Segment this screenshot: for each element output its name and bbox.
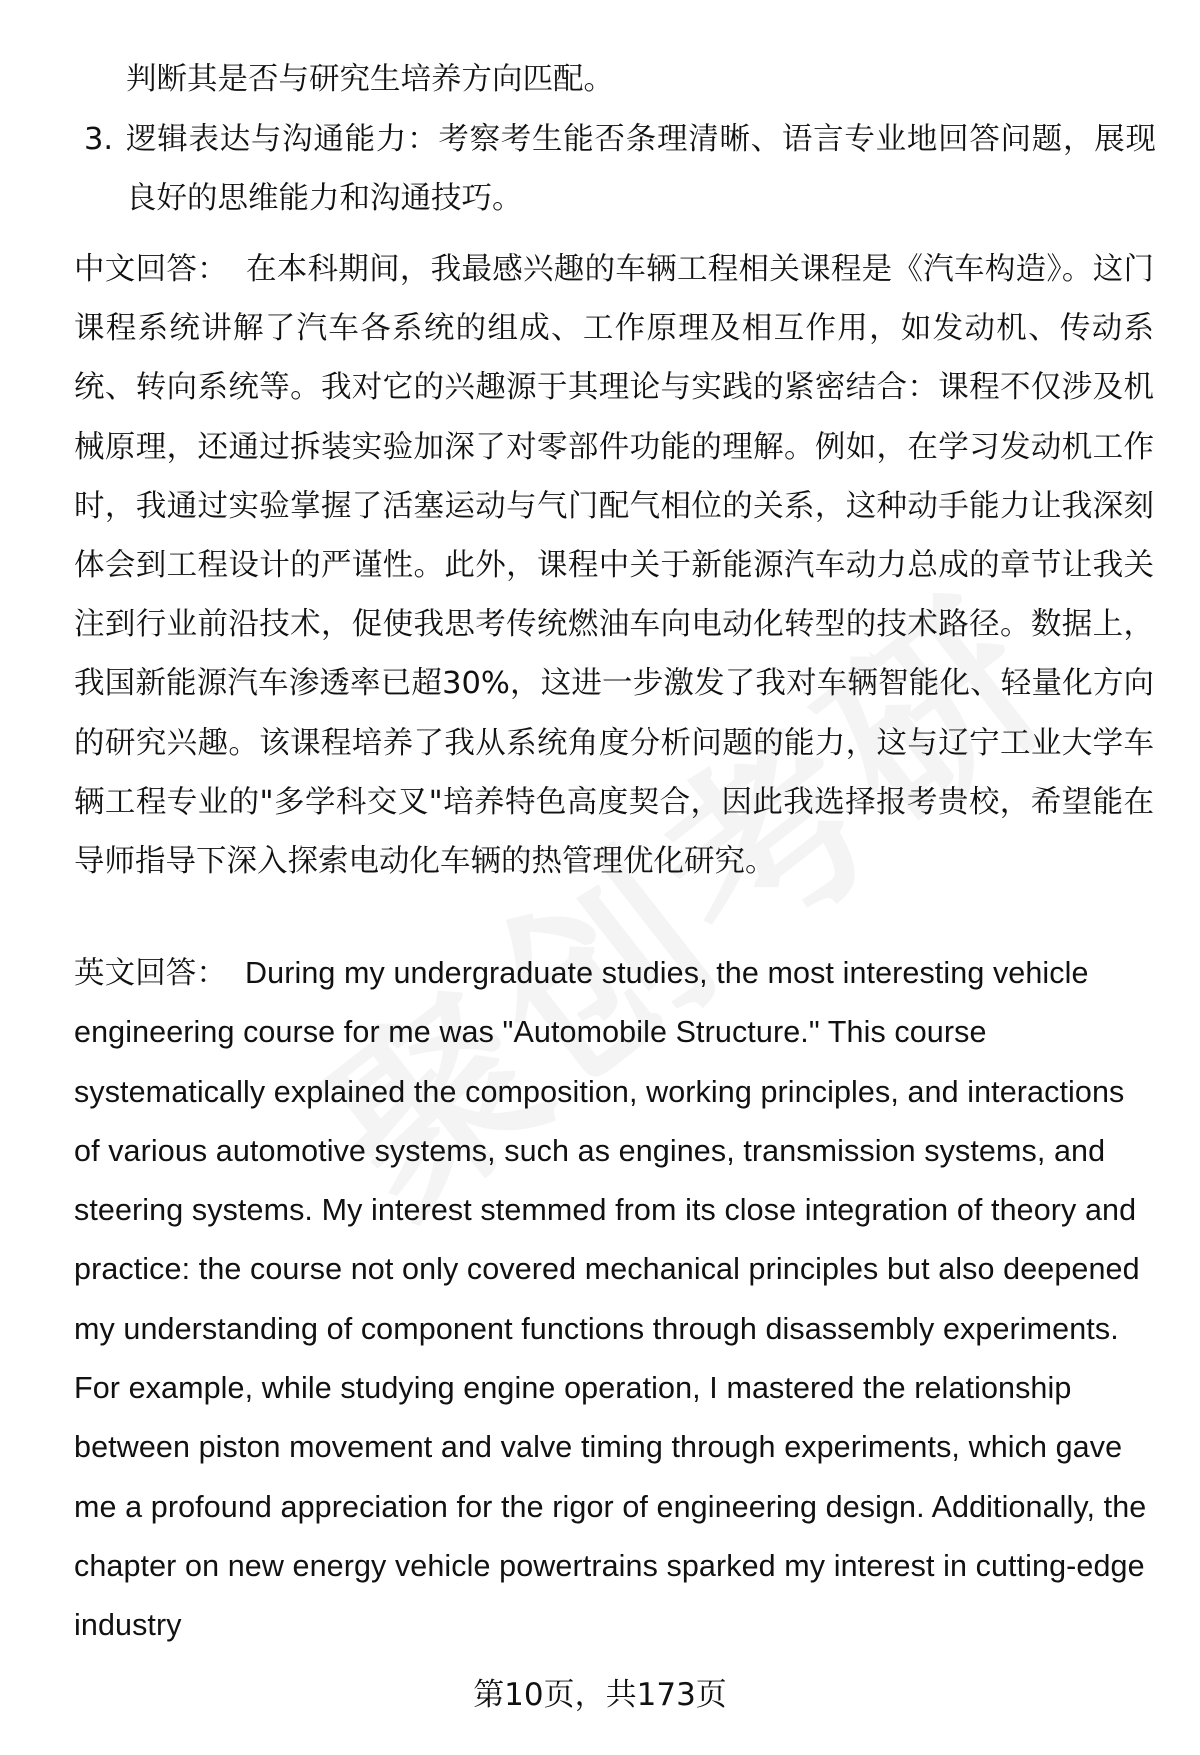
page-footer: 第10页，共173页 <box>473 1677 727 1713</box>
list-item-3 <box>84 110 1156 228</box>
english-answer-text: During my undergraduate studies, the most interesting vehicle engineering course for me was "Automobile Structure." This course systematically explained the composition, working principles, and interactions of various automotive systems, such as engines, transmission systems, and steering systems. My interest stemmed from its close integration of theory and practice: the course not only covered mechanical principles but also deepened my understanding of component functions through disassembly experiments. For example, while studying engine operation, I mastered the relationship between piston movement and valve timing through experiments, which gave me a profound appreciation for the rigor of engineering design. Additionally, the chapter on new energy vehicle powertrains sparked my interest in cutting-edge industry <box>74 956 1147 1643</box>
english-answer-paragraph <box>74 944 1154 1656</box>
list-item-number: 3. <box>84 122 114 157</box>
list-item-text: 逻辑表达与沟通能力：考察考生能否条理清晰、语言专业地回答问题，展现良好的思维能力和沟通技巧。 <box>126 122 1156 216</box>
english-answer-label: 英文回答： <box>74 956 227 990</box>
list-item-continuation: 判断其是否与研究生培养方向匹配。 <box>126 62 614 97</box>
chinese-answer-text: 在本科期间，我最感兴趣的车辆工程相关课程是《汽车构造》。这门课程系统讲解了汽车各系统的组成、工作原理及相互作用，如发动机、传动系统、转向系统等。我对它的兴趣源于其理论与实践的紧密结合：课程不仅涉及机械原理，还通过拆装实验加深了对零部件功能的理解。例如，在学习发动机工作时，我通过实验掌握了活塞运动与气门配气相位的关系，这种动手能力让我深刻体会到工程设计的严谨性。此外，课程中关于新能源汽车动力总成的章节让我关注到行业前沿技术，促使我思考传统燃油车向电动化转型的技术路径。数据上，我国新能源汽车渗透率已超30%，这进一步激发了我对车辆智能化、轻量化方向的研究兴趣。该课程培养了我从系统角度分析问题的能力，这与辽宁工业大学车辆工程专业的"多学科交叉"培养特色高度契合，因此我选择报考贵校，希望能在导师指导下深入探索电动化车辆的热管理优化研究。 <box>74 252 1155 880</box>
chinese-answer-paragraph <box>74 240 1154 891</box>
chinese-answer-label: 中文回答： <box>74 252 228 287</box>
